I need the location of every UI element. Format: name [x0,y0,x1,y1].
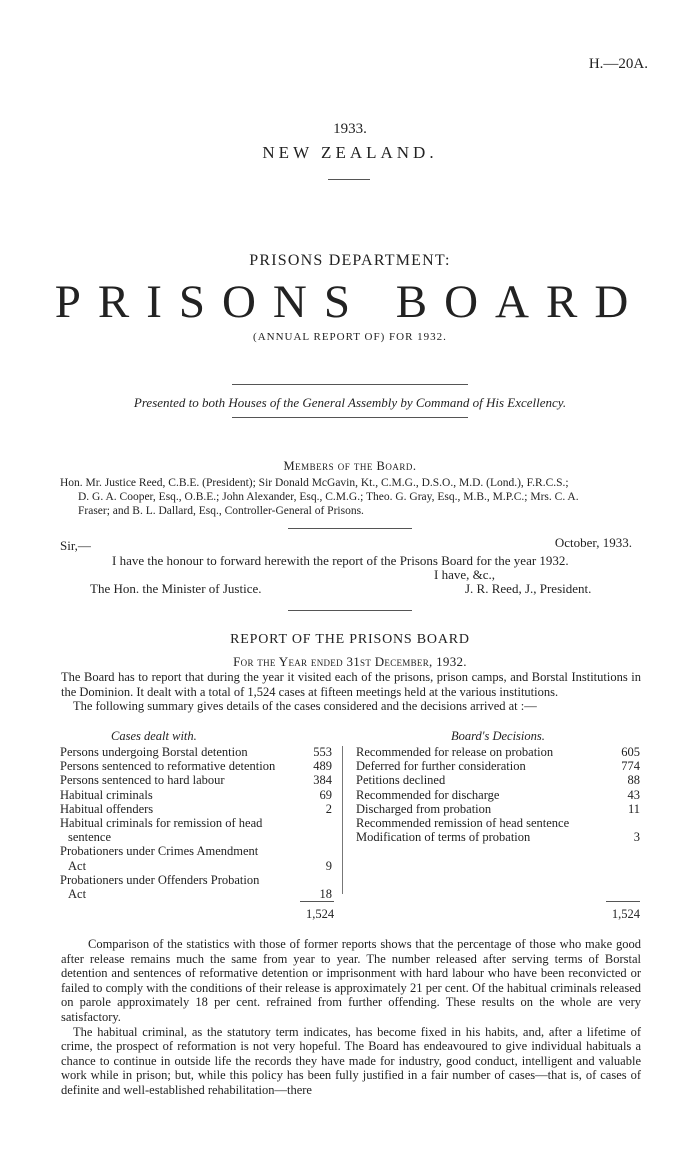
table-row [356,788,640,802]
members-line: Hon. Mr. Justice Reed, C.B.E. (President); Sir Donald McGavin, Kt., C.M.G., D.S.O., M.D. (Lond.), F.R.C.S.; [60,477,569,489]
main-title: PRISONS BOARD [54,276,646,328]
row-label: Discharged from probation [356,801,492,816]
table-row [356,773,640,787]
right-total: 1,524 [611,907,640,921]
row-value: 9 [325,858,332,873]
report-subtitle: (ANNUAL REPORT OF) FOR 1932. [253,331,447,343]
table-row [60,887,332,901]
row-label: Persons undergoing Borstal detention [60,745,248,759]
decisions-table [356,745,640,844]
members-list [60,476,579,518]
letter-closing: I have, &c., [434,567,496,582]
total-rule [606,901,640,902]
letter-signature: J. R. Reed, J., President. [465,581,592,596]
divider [232,417,468,418]
table-left-heading: Cases dealt with. [111,729,197,743]
paragraph-text: The Board has to report that during the year it visited each of the prisons, prison camps, and Borstal Institutions in the Dominion. It dealt with a total of 1,524 cases at fifteen meetings held at the various institutions. [61,670,641,699]
row-label: Act [68,886,87,901]
row-label: Habitual offenders [60,801,154,816]
table-row [60,788,332,802]
row-label: Modification of terms of probation [356,830,531,845]
divider [288,528,412,529]
column-divider [342,746,343,894]
report-paragraph-2 [61,937,641,1098]
table-row [356,759,640,773]
members-heading: Members of the Board. [283,459,417,473]
table-row [356,830,640,844]
report-paragraph-1 [61,670,641,714]
table-row [60,759,332,773]
row-label: Persons sentenced to hard labour [60,773,225,788]
table-row [60,830,332,844]
cases-table [60,745,332,901]
divider [288,610,412,611]
row-label: Habitual criminals for remission of head [60,815,263,830]
table-row [60,745,332,759]
paragraph-text: The habitual criminal, as the statutory term indicates, has become fixed in his habits, and, after a lifetime of crime, the prospect of reformation is not very hopeful. The Board has endeavoured to give individual habituals a chance to continue in outside life the records they have made for industry, good conduct, intelligent and valuable work while in prison; but, while this policy has been fully justified in a fair number of cases—that is, of cases of definite and well-established rehabilitation—there [61,1024,641,1097]
table-row [60,773,332,787]
row-value: 3 [633,830,640,845]
paragraph-text: The following summary gives details of the cases considered and the decisions arrived at :— [73,699,537,714]
letter-body: I have the honour to forward herewith the report of the Prisons Board for the year 1932. [112,553,569,568]
row-value: 2 [325,801,332,816]
country-title: NEW ZEALAND. [262,143,438,162]
divider [328,179,370,180]
report-heading: REPORT OF THE PRISONS BOARD [230,632,470,647]
table-row [356,745,640,759]
row-value: 88 [627,773,640,788]
row-label: Recommended remission of head sentence [356,815,570,830]
row-label: Persons sentenced to reformative detention [60,759,276,774]
row-value: 43 [627,787,640,802]
row-value: 11 [627,801,640,816]
row-value: 605 [621,745,640,759]
row-value: 69 [319,787,332,802]
table-row [60,816,332,830]
row-label: Habitual criminals [60,787,153,802]
table-row [60,802,332,816]
report-year: 1933. [333,121,367,137]
row-label: sentence [68,830,112,845]
left-total: 1,524 [306,907,335,921]
row-label: Recommended for discharge [356,787,500,802]
row-label: Probationers under Crimes Amendment [60,844,259,859]
row-value: 384 [313,773,332,788]
paragraph-text: Comparison of the statistics with those of former reports shows that the percentage of those who make good after release remains much the same from year to year. The number released after serving terms of Borstal detention and sentences of reformative detention or imprisonment with hard labour who have been reconvicted or failed to comply with the conditions of their release is approximately 21 per cent. Of the habitual criminals released on parole approximately 18 per cent. refrained from further offending. These results on the whole are very satisfactory. [61,937,641,1024]
report-subheading: For the Year ended 31st December, 1932. [233,654,467,669]
divider [232,384,468,385]
table-row [60,859,332,873]
table-row [356,802,640,816]
department-title: PRISONS DEPARTMENT: [249,252,451,269]
table-row [356,816,640,830]
row-label: Probationers under Offenders Probation [60,872,260,887]
document-reference: H.—20A. [588,56,648,72]
table-right-heading: Board's Decisions. [451,729,545,743]
table-row [60,844,332,858]
letter-date: October, 1933. [554,535,632,550]
row-value: 553 [313,745,332,759]
row-label: Recommended for release on probation [356,745,554,759]
total-rule [300,901,334,902]
row-value: 489 [313,759,332,774]
row-value: 18 [319,886,332,901]
presented-line: Presented to both Houses of the General Assembly by Command of His Excellency. [133,395,567,410]
row-value: 774 [621,759,640,774]
members-line: D. G. A. Cooper, Esq., O.B.E.; John Alexander, Esq., C.M.G.; Theo. G. Gray, Esq., M.B., M.P.C.; Mrs. C. A. [78,491,579,503]
letter-salutation: Sir,— [60,538,91,553]
row-label: Petitions declined [356,773,446,788]
row-label: Deferred for further consideration [356,759,526,774]
letter-addressee: The Hon. the Minister of Justice. [90,581,262,596]
members-line: Fraser; and B. L. Dallard, Esq., Controller-General of Prisons. [78,505,364,517]
row-label: Act [68,858,87,873]
table-row [60,873,332,887]
